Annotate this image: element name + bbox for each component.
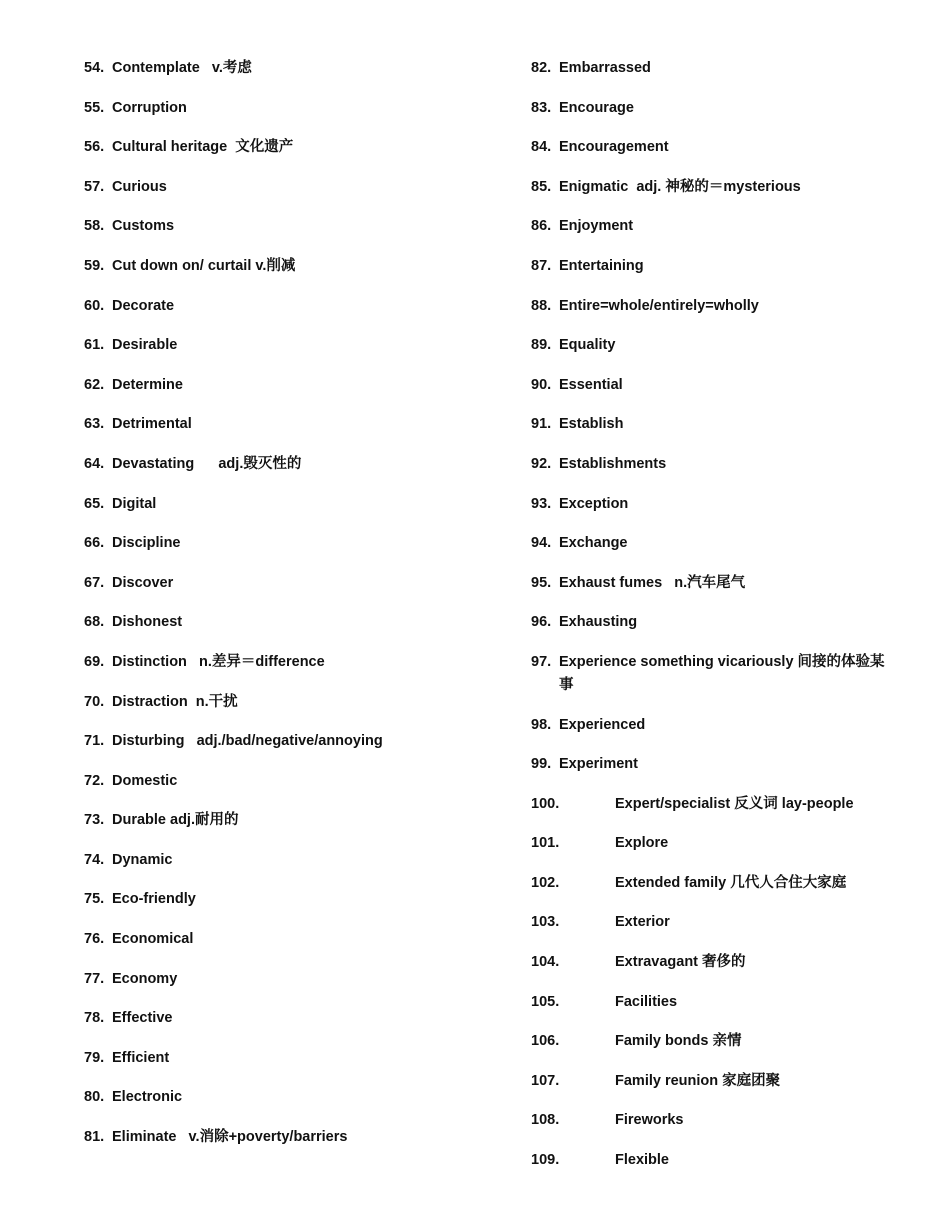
- entry-term: Distinction n.差异＝difference: [112, 653, 325, 670]
- entry-term: Family reunion 家庭团聚: [615, 1072, 781, 1089]
- vocab-entry: [531, 532, 891, 555]
- vocab-entry: [531, 176, 891, 199]
- entry-number: 69.: [84, 653, 105, 670]
- entry-number: 100.: [531, 795, 560, 812]
- entry-number: 70.: [84, 693, 105, 710]
- vocab-entry: [531, 295, 891, 318]
- entry-term: Explore: [615, 835, 669, 852]
- entry-number: 73.: [84, 812, 105, 829]
- vocab-entry: [84, 1007, 464, 1030]
- vocab-entry: [84, 888, 464, 911]
- vocab-entry: [531, 334, 891, 357]
- entry-term: Electronic: [112, 1089, 183, 1106]
- vocab-entry: [531, 951, 891, 974]
- vocab-entry: [531, 872, 891, 895]
- vocab-entry: [84, 413, 464, 436]
- vocab-entry: [531, 832, 891, 855]
- entry-number: 68.: [84, 614, 105, 631]
- entry-term: Experience something vicariously 间接的体验某事: [559, 653, 885, 693]
- entry-term: Contemplate v.考虑: [112, 60, 252, 76]
- entry-term: Embarrassed: [559, 60, 651, 76]
- entry-number: 75.: [84, 891, 105, 908]
- entry-term: Eco-friendly: [112, 891, 196, 908]
- entry-number: 85.: [531, 178, 552, 195]
- entry-number: 94.: [531, 535, 552, 552]
- vocab-entry: [84, 453, 464, 476]
- vocab-entry: [84, 572, 464, 595]
- vocab-entry: [531, 413, 891, 436]
- entry-term: Fireworks: [615, 1112, 684, 1129]
- entry-number: 101.: [531, 835, 560, 852]
- entry-term: Dynamic: [112, 851, 173, 868]
- vocab-entry: [531, 991, 891, 1014]
- entry-number: 71.: [84, 733, 105, 750]
- vocab-entry: [84, 1047, 464, 1070]
- vocab-entry: [84, 176, 464, 199]
- entry-number: 86.: [531, 218, 552, 235]
- vocab-entry: [531, 753, 891, 776]
- entry-term: Economy: [112, 970, 178, 987]
- vocab-entry: [84, 136, 464, 159]
- vocab-entry: [84, 770, 464, 793]
- entry-number: 89.: [531, 337, 552, 354]
- entry-term: Exterior: [615, 914, 670, 931]
- vocab-entry: [84, 651, 464, 674]
- entry-number: 106.: [531, 1033, 560, 1050]
- entry-term: Discipline: [112, 535, 181, 552]
- vocab-entry: [84, 334, 464, 357]
- entry-term: Exchange: [559, 535, 628, 552]
- entry-term: Encourage: [559, 99, 634, 116]
- vocab-entry: [84, 57, 464, 80]
- vocab-entry: [84, 532, 464, 555]
- entry-number: 105.: [531, 993, 560, 1010]
- entry-number: 77.: [84, 970, 105, 987]
- vocab-entry: [531, 611, 891, 634]
- entry-term: Disturbing adj./bad/negative/annoying: [112, 733, 383, 750]
- entry-term: Cut down on/ curtail v.削减: [112, 257, 296, 274]
- entry-term: Expert/specialist 反义词 lay-people: [615, 795, 854, 812]
- entry-number: 99.: [531, 756, 552, 773]
- right-column: [531, 57, 891, 1189]
- entry-number: 76.: [84, 931, 105, 948]
- entry-number: 60.: [84, 297, 105, 314]
- entry-number: 95.: [531, 574, 552, 591]
- vocab-entry: [84, 730, 464, 753]
- vocab-entry: [84, 928, 464, 951]
- entry-number: 98.: [531, 716, 552, 733]
- vocab-entry: [531, 651, 891, 697]
- entry-number: 92.: [531, 455, 552, 472]
- vocab-entry: [531, 374, 891, 397]
- entry-term: Equality: [559, 337, 616, 354]
- vocab-entry: [84, 215, 464, 238]
- entry-term: Efficient: [112, 1049, 170, 1066]
- entry-term: Cultural heritage 文化遗产: [112, 139, 294, 156]
- entry-term: Establish: [559, 416, 624, 433]
- entry-number: 58.: [84, 218, 105, 235]
- entry-number: 67.: [84, 574, 105, 591]
- entry-number: 81.: [84, 1129, 105, 1146]
- entry-term: Devastating adj.毁灭性的: [112, 455, 302, 472]
- entry-number: 91.: [531, 416, 552, 433]
- entry-term: Extended family 几代人合住大家庭: [615, 874, 847, 891]
- entry-term: Digital: [112, 495, 157, 512]
- entry-term: Encouragement: [559, 139, 669, 156]
- entry-number: 63.: [84, 416, 105, 433]
- entry-number: 83.: [531, 99, 552, 116]
- entry-term: Entertaining: [559, 257, 644, 274]
- entry-term: Curious: [112, 178, 167, 195]
- entry-number: 107.: [531, 1072, 560, 1089]
- vocab-entry: [84, 968, 464, 991]
- entry-number: 103.: [531, 914, 560, 931]
- entry-number: 90.: [531, 376, 552, 393]
- entry-number: 108.: [531, 1112, 560, 1129]
- entry-number: 56.: [84, 139, 105, 156]
- entry-term: Desirable: [112, 337, 178, 354]
- entry-term: Customs: [112, 218, 175, 235]
- vocab-entry: [84, 374, 464, 397]
- entry-number: 74.: [84, 851, 105, 868]
- entry-term: Durable adj.耐用的: [112, 812, 239, 829]
- entry-term: Eliminate v.消除+poverty/barriers: [112, 1129, 348, 1146]
- entry-term: Domestic: [112, 772, 178, 789]
- entry-number: 61.: [84, 337, 105, 354]
- vocab-entry: [84, 493, 464, 516]
- entry-number: 88.: [531, 297, 552, 314]
- entry-number: 59.: [84, 257, 105, 274]
- entry-term: Economical: [112, 931, 194, 948]
- entry-number: 57.: [84, 178, 105, 195]
- vocab-entry: [84, 255, 464, 278]
- vocab-entry: [531, 453, 891, 476]
- vocab-entry: [531, 57, 891, 80]
- entry-term: Experiment: [559, 756, 638, 773]
- entry-term: Experienced: [559, 716, 646, 733]
- vocab-entry: [84, 849, 464, 872]
- vocab-entry: [84, 809, 464, 832]
- entry-number: 87.: [531, 257, 552, 274]
- entry-number: 79.: [84, 1049, 105, 1066]
- entry-number: 54.: [84, 60, 105, 76]
- entry-number: 80.: [84, 1089, 105, 1106]
- entry-number: 82.: [531, 60, 552, 76]
- vocab-entry: [84, 295, 464, 318]
- entry-term: Discover: [112, 574, 174, 591]
- entry-number: 72.: [84, 772, 105, 789]
- vocab-entry: [531, 493, 891, 516]
- entry-term: Determine: [112, 376, 183, 393]
- entry-number: 66.: [84, 535, 105, 552]
- entry-number: 84.: [531, 139, 552, 156]
- entry-term: Entire=whole/entirely=wholly: [559, 297, 759, 314]
- entry-term: Exception: [559, 495, 629, 512]
- vocab-entry: [531, 255, 891, 278]
- vocab-entry: [531, 215, 891, 238]
- entry-term: Exhausting: [559, 614, 638, 631]
- entry-number: 78.: [84, 1010, 105, 1027]
- entry-term: Extravagant 奢侈的: [615, 954, 746, 971]
- entry-number: 109.: [531, 1152, 560, 1169]
- entry-term: Establishments: [559, 455, 667, 472]
- entry-term: Dishonest: [112, 614, 183, 631]
- vocab-entry: [531, 714, 891, 737]
- entry-number: 93.: [531, 495, 552, 512]
- vocab-entry: [531, 911, 891, 934]
- entry-term: Facilities: [615, 993, 678, 1010]
- entry-term: Effective: [112, 1010, 173, 1027]
- entry-number: 55.: [84, 99, 105, 116]
- entry-term: Family bonds 亲情: [615, 1033, 742, 1050]
- entry-number: 104.: [531, 954, 560, 971]
- entry-number: 102.: [531, 874, 560, 891]
- vocab-entry: [531, 136, 891, 159]
- vocab-entry: [531, 1109, 891, 1132]
- entry-number: 65.: [84, 495, 105, 512]
- entry-term: Enigmatic adj. 神秘的＝mysterious: [559, 178, 801, 195]
- entry-number: 62.: [84, 376, 105, 393]
- entry-term: Enjoyment: [559, 218, 634, 235]
- entry-number: 64.: [84, 455, 105, 472]
- vocab-entry: [84, 97, 464, 120]
- vocab-entry: [531, 1149, 891, 1172]
- vocab-entry: [84, 1086, 464, 1109]
- vocab-entry: [84, 611, 464, 634]
- entry-term: Flexible: [615, 1152, 669, 1169]
- vocab-entry: [531, 572, 891, 595]
- entry-term: Essential: [559, 376, 623, 393]
- vocab-entry: [84, 1126, 464, 1149]
- entry-term: Decorate: [112, 297, 175, 314]
- vocab-entry: [531, 1030, 891, 1053]
- entry-term: Detrimental: [112, 416, 192, 433]
- vocab-entry: [531, 1070, 891, 1093]
- entry-term: Exhaust fumes n.汽车尾气: [559, 574, 746, 591]
- left-column: [84, 57, 464, 1166]
- entry-term: Distraction n.干扰: [112, 693, 238, 710]
- vocab-entry: [84, 691, 464, 714]
- vocab-entry: [531, 793, 891, 816]
- entry-term: Corruption: [112, 99, 187, 116]
- vocab-entry: [531, 97, 891, 120]
- entry-number: 96.: [531, 614, 552, 631]
- entry-number: 97.: [531, 653, 552, 670]
